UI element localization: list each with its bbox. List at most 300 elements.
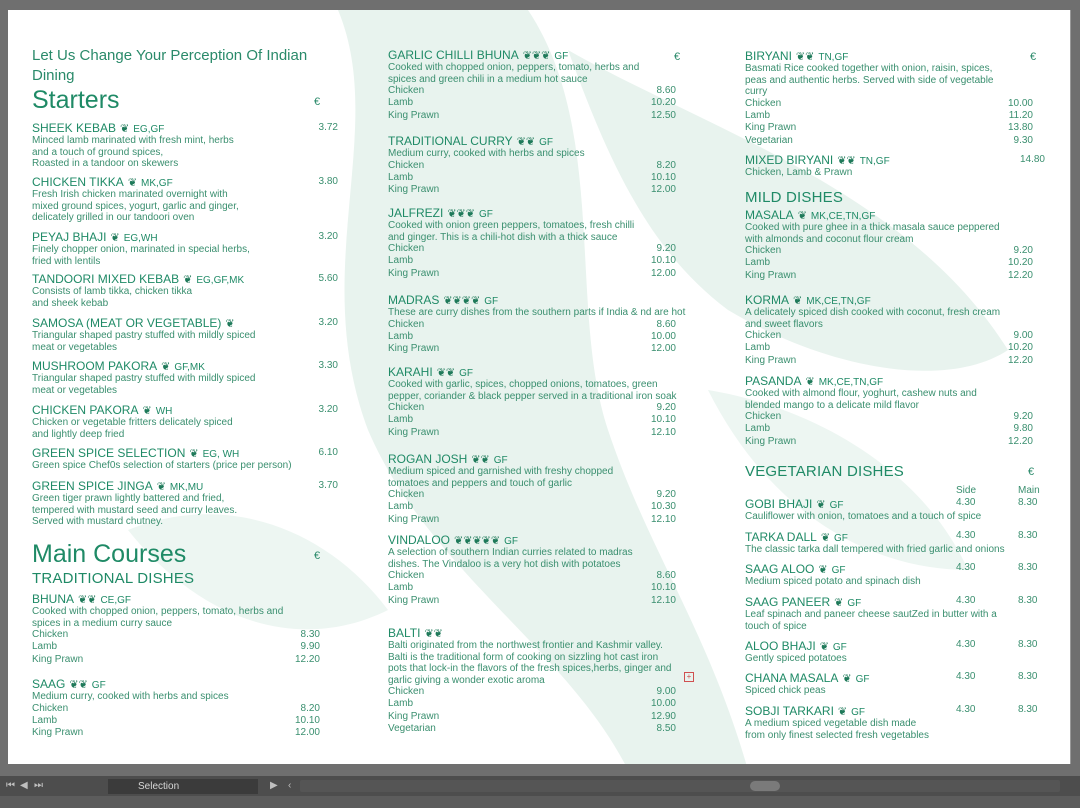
option-name: Lamb (388, 698, 414, 710)
leaf-icon: ❦ (189, 448, 199, 460)
item-name: CHANA MASALA (745, 671, 839, 685)
item-name-line (745, 595, 1045, 609)
option-name: King Prawn (32, 653, 84, 665)
item-description: Chicken or vegetable fritters delicately spiced and lightly deep fried (32, 417, 233, 440)
dietary-tags: TN,GF (859, 156, 890, 167)
item-name-line (388, 134, 694, 148)
side-price: 4.30 (956, 595, 976, 606)
option-name: King Prawn (745, 354, 797, 366)
item-name: BIRYANI (745, 49, 792, 63)
item-name-line (388, 48, 694, 62)
dietary-tags: GF (829, 500, 844, 511)
menu-item[interactable] (388, 533, 694, 607)
price-option-row (388, 319, 694, 331)
item-name-line (745, 49, 1045, 63)
option-name: Chicken (388, 159, 425, 171)
option-price: 10.10 (650, 255, 676, 267)
price-option-row (388, 723, 694, 735)
price-option-row (388, 85, 694, 97)
menu-item[interactable] (32, 316, 338, 353)
option-price: 9.20 (1013, 411, 1033, 422)
menu-page (8, 10, 1071, 764)
option-price: 9.00 (656, 686, 676, 697)
price-option-row (388, 414, 694, 426)
dietary-tags: CE,GF (100, 595, 132, 606)
menu-item[interactable] (745, 639, 1045, 665)
option-price: 12.10 (650, 594, 676, 606)
item-name-line (388, 626, 694, 640)
option-price: 12.00 (650, 267, 676, 279)
item-description: Cooked with garlic, spices, chopped onions, tomatoes, green pepper, coriander & black pepper served in a traditional iron soak (388, 379, 677, 402)
item-name: SHEEK KEBAB (32, 121, 117, 135)
leaf-icon: ❦ (161, 361, 171, 373)
option-name: Chicken (388, 85, 425, 96)
item-name: GREEN SPICE JINGA (32, 479, 153, 493)
item-name-line (388, 293, 694, 307)
price-option-row (745, 270, 1045, 282)
leaf-icon: ❦ (793, 295, 803, 307)
item-name: GREEN SPICE SELECTION (32, 446, 186, 460)
item-price: 3.72 (318, 122, 338, 133)
leaf-icon: ❦❦ (471, 454, 490, 466)
item-price: 14.80 (1019, 154, 1045, 165)
item-name-line (745, 497, 1045, 511)
item-name-line (32, 175, 338, 189)
dietary-tags: GF (91, 680, 106, 691)
mild-dishes-heading: MILD DISHES (745, 189, 844, 206)
option-price: 9.20 (656, 402, 676, 413)
option-name: King Prawn (388, 343, 440, 355)
price-option-row (745, 257, 1045, 269)
option-name: Lamb (32, 714, 58, 726)
price-option-row (388, 184, 694, 196)
menu-item[interactable] (32, 175, 338, 224)
dietary-tags: GF (847, 598, 862, 609)
scroll-left-icon[interactable]: ‹ (288, 780, 292, 791)
leaf-icon: ❦ (183, 274, 193, 286)
option-price: 9.20 (656, 489, 676, 500)
item-name: BHUNA (32, 592, 75, 606)
item-name: MASALA (745, 208, 794, 222)
side-column-header: Side (956, 485, 977, 496)
item-name-line (32, 359, 338, 373)
item-name: MIXED BIRYANI (745, 153, 834, 167)
menu-item[interactable] (745, 530, 1045, 556)
main-price: 8.30 (1018, 639, 1038, 650)
option-price: 12.90 (650, 710, 676, 722)
item-description: Medium curry, cooked with herbs and spices (32, 691, 229, 702)
item-name: VINDALOO (388, 533, 451, 547)
price-option-row (745, 330, 1045, 342)
option-price: 8.20 (300, 702, 320, 714)
item-name: KORMA (745, 293, 790, 307)
dietary-tags: MK,GF (141, 178, 173, 189)
leaf-icon: ❦❦ (837, 155, 856, 167)
option-name: Chicken (388, 686, 425, 697)
option-name: Chicken (745, 97, 782, 109)
item-price: 3.20 (318, 231, 338, 242)
leaf-icon: ❦ (797, 210, 807, 222)
item-name-line (745, 374, 1045, 388)
menu-item[interactable] (745, 374, 1045, 448)
option-price: 9.20 (1013, 245, 1033, 256)
option-price: 8.60 (656, 85, 676, 96)
option-name: Vegetarian (388, 723, 436, 735)
main-courses-heading: Main Courses (32, 540, 187, 568)
item-name: BALTI (388, 626, 421, 640)
menu-item[interactable] (32, 403, 338, 440)
main-price: 8.30 (1018, 497, 1038, 508)
dietary-tags: GF (831, 565, 846, 576)
main-price: 8.30 (1018, 595, 1038, 606)
previous-page-icon[interactable]: ◀ (20, 780, 28, 791)
item-description: A selection of southern Indian curries related to madras dishes. The Vindaloo is a very hot dish with potatoes (388, 547, 633, 570)
starters-heading: Starters (32, 86, 120, 114)
dietary-tags: MK,CE,TN,GF (810, 211, 876, 222)
option-name: King Prawn (388, 184, 440, 196)
price-option-row (388, 501, 694, 513)
menu-item[interactable] (32, 592, 338, 666)
item-price: 5.60 (318, 273, 338, 284)
price-option-row (388, 402, 694, 414)
item-description: Finely chopper onion, marinated in special herbs, fried with lentils (32, 244, 250, 267)
traditional-dishes-heading: TRADITIONAL DISHES (32, 570, 195, 587)
leaf-icon: ❦❦ (78, 594, 97, 606)
tool-selection-dropdown[interactable] (108, 779, 258, 794)
leaf-icon: ❦ (120, 123, 130, 135)
option-price: 12.20 (1007, 269, 1033, 281)
scrollbar-thumb[interactable] (750, 781, 780, 791)
price-option-row (388, 172, 694, 184)
dietary-tags: MK,MU (169, 482, 204, 493)
option-price: 9.80 (1013, 423, 1033, 435)
option-price: 8.30 (300, 629, 320, 640)
option-name: King Prawn (745, 122, 797, 134)
dietary-tags: GF (855, 674, 870, 685)
item-name-line (745, 704, 1045, 718)
item-description: Consists of lamb tikka, chicken tikka and sheek kebab (32, 286, 193, 309)
item-description: Medium curry, cooked with herbs and spices (388, 148, 585, 159)
price-option-row (32, 641, 338, 653)
option-price: 8.60 (656, 570, 676, 581)
item-name-line (32, 403, 338, 417)
item-name: ROGAN JOSH (388, 452, 468, 466)
side-price: 4.30 (956, 639, 976, 650)
price-option-row (388, 514, 694, 526)
item-description: Gently spiced potatoes (745, 653, 847, 664)
item-name-line (32, 121, 338, 135)
option-name: Lamb (388, 501, 414, 513)
price-option-row (32, 703, 338, 715)
leaf-icon: ❦❦ (436, 367, 456, 379)
option-name: Lamb (745, 342, 771, 354)
option-price: 11.20 (1008, 109, 1033, 121)
menu-item[interactable] (388, 48, 694, 122)
price-option-row (745, 122, 1045, 134)
option-name: King Prawn (388, 594, 440, 606)
option-price: 10.10 (650, 171, 676, 183)
price-option-row (32, 727, 338, 739)
menu-item[interactable] (32, 359, 338, 396)
leaf-icon: ❦❦❦❦❦ (454, 535, 501, 547)
price-option-row (388, 243, 694, 255)
option-price: 8.60 (656, 318, 676, 330)
price-option-row (388, 97, 694, 109)
menu-item[interactable] (745, 671, 1045, 697)
main-price: 8.30 (1018, 562, 1038, 573)
menu-item[interactable] (32, 121, 338, 170)
menu-item[interactable] (745, 293, 1045, 367)
price-option-row (388, 686, 694, 698)
item-description: Cooked with chopped onion, peppers, tomato, herbs and spices in a medium curry sauce (32, 606, 284, 629)
dietary-tags: GF (504, 536, 518, 547)
item-description: Cooked with chopped onion, peppers, tomato, herbs and spices and green chili in a medium hot sauce (388, 62, 640, 85)
tool-selection-label: Selection (138, 781, 180, 792)
leaf-icon: ❦❦ (516, 136, 536, 148)
price-option-row (388, 711, 694, 723)
main-price: 8.30 (1018, 530, 1038, 541)
option-name: King Prawn (745, 435, 797, 447)
dietary-tags: EG, WH (202, 449, 240, 460)
option-price: 9.00 (1013, 330, 1033, 341)
option-name: Lamb (388, 330, 414, 342)
item-name-line (32, 230, 338, 244)
menu-item[interactable] (745, 153, 1045, 179)
option-price: 10.20 (1007, 342, 1033, 354)
dietary-tags: GF (484, 296, 499, 307)
dietary-tags: GF (851, 707, 866, 718)
item-name-line (388, 452, 694, 466)
item-description: Triangular shaped pastry stuffed with mildly spiced meat or vegetables (32, 330, 256, 353)
menu-item[interactable] (745, 208, 1045, 282)
price-option-row (745, 411, 1045, 423)
menu-item[interactable] (32, 272, 338, 309)
item-name-line (745, 530, 1045, 544)
price-option-row (388, 582, 694, 594)
option-price: 12.20 (294, 653, 320, 665)
item-name: TARKA DALL (745, 530, 817, 544)
option-price: 12.10 (650, 513, 676, 525)
main-courses-currency-symbol: € (314, 550, 321, 562)
option-price: 12.50 (650, 109, 676, 121)
leaf-icon: ❦❦❦❦ (443, 295, 481, 307)
item-name: CHICKEN TIKKA (32, 175, 124, 189)
middle-currency-symbol: € (674, 51, 681, 63)
item-name-line (32, 677, 338, 691)
dietary-tags: GF (493, 455, 508, 466)
price-option-row (388, 698, 694, 710)
option-price: 10.20 (650, 97, 676, 109)
item-description: These are curry dishes from the southern parts if India & nd are hot (388, 307, 686, 318)
starters-currency-symbol: € (314, 96, 321, 108)
menu-item[interactable] (388, 134, 694, 197)
item-description: Balti originated from the northwest frontier and Kashmir valley. Balti is the traditional form of cooking on sizzling hot cast iron pots that lock-in the flavors of the fresh spices,herbs, ginger and garlic giving a wonder exotic aroma (388, 640, 672, 686)
option-name: Chicken (388, 402, 425, 413)
leaf-icon: ❦ (820, 532, 831, 544)
item-price: 3.80 (318, 176, 338, 187)
first-page-icon[interactable]: ⏮ (6, 780, 15, 791)
item-price: 3.70 (318, 480, 338, 491)
option-name: Lamb (388, 582, 414, 594)
option-name: Chicken (388, 489, 425, 500)
leaf-icon: ❦❦❦ (447, 208, 475, 220)
item-description: Chicken, Lamb & Prawn (745, 167, 853, 178)
menu-item[interactable] (745, 595, 1045, 632)
menu-tagline: Let Us Change Your Perception Of Indian Dining (32, 47, 308, 84)
option-name: Lamb (388, 255, 414, 267)
option-name: Lamb (388, 171, 414, 183)
dietary-tags: EG,WH (123, 233, 158, 244)
item-price: 3.30 (318, 360, 338, 371)
item-description: The classic tarka dall tempered with fried garlic and onions (745, 544, 1005, 555)
dietary-tags: TN,GF (818, 52, 849, 63)
option-price: 10.10 (650, 582, 676, 594)
option-price: 12.20 (1007, 435, 1033, 447)
price-option-row (388, 595, 694, 607)
dietary-tags: EG,GF (133, 124, 165, 135)
leaf-icon: ❦ (127, 177, 138, 189)
option-price: 10.00 (650, 330, 676, 342)
option-price: 10.00 (650, 698, 676, 710)
menu-item[interactable] (32, 479, 338, 528)
item-name-line (745, 671, 1045, 685)
dietary-tags: WH (155, 406, 173, 417)
item-description: Green tiger prawn lightly battered and fried, tempered with mustard seed and curry leaves. Served with mustard chutney. (32, 493, 238, 527)
menu-item[interactable] (32, 446, 338, 472)
price-option-row (745, 342, 1045, 354)
item-name-line (32, 272, 338, 286)
item-name: PEYAJ BHAJI (32, 230, 107, 244)
item-description: Medium spiced potato and spinach dish (745, 576, 921, 587)
menu-item[interactable] (745, 562, 1045, 588)
item-name-line (32, 592, 338, 606)
menu-item[interactable] (32, 677, 338, 740)
price-option-row (745, 436, 1045, 448)
menu-item[interactable] (745, 704, 1045, 741)
option-price: 9.20 (656, 243, 676, 254)
dietary-tags: GF (539, 137, 554, 148)
dietary-tags: EG,GF,MK (196, 275, 245, 286)
side-price: 4.30 (956, 562, 976, 573)
item-description: Basmati Rice cooked together with onion, raisin, spices, peas and authentic herbs. Served with side of vegetable curry (745, 63, 994, 97)
price-option-row (388, 427, 694, 439)
side-price: 4.30 (956, 530, 976, 541)
menu-item[interactable] (388, 452, 694, 526)
leaf-icon: ❦ (834, 597, 844, 609)
main-price: 8.30 (1018, 704, 1038, 715)
main-column-header: Main (1018, 485, 1040, 496)
option-price: 9.30 (1013, 134, 1033, 146)
item-name: CHICKEN PAKORA (32, 403, 139, 417)
main-price: 8.30 (1018, 671, 1038, 682)
option-name: Lamb (745, 257, 771, 269)
option-price: 13.80 (1007, 122, 1033, 134)
option-name: King Prawn (388, 267, 440, 279)
leaf-icon: ❦ (842, 673, 852, 685)
last-page-icon[interactable]: ⏭ (34, 780, 43, 791)
item-name: SAMOSA (MEAT OR VEGETABLE) (32, 316, 222, 330)
leaf-icon: ❦ (818, 564, 828, 576)
option-name: Chicken (388, 318, 425, 330)
leaf-icon: ❦❦ (424, 628, 443, 640)
leaf-icon: ❦ (819, 641, 829, 653)
item-price: 3.20 (318, 317, 338, 328)
item-description: Minced lamb marinated with fresh mint, herbs and a touch of ground spices, Roasted in a tandoor on skewers (32, 135, 234, 169)
menu-item[interactable] (32, 230, 338, 267)
item-name-line (745, 293, 1045, 307)
option-name: Vegetarian (745, 134, 793, 146)
dietary-tags: GF (554, 51, 569, 62)
side-price: 4.30 (956, 671, 976, 682)
leaf-icon: ❦❦❦ (522, 50, 551, 62)
menu-item[interactable] (388, 365, 694, 439)
item-name: TRADITIONAL CURRY (388, 134, 513, 148)
text-overflow-marker-icon[interactable]: + (684, 672, 694, 682)
horizontal-scrollbar[interactable] (300, 780, 1060, 792)
menu-item[interactable] (745, 49, 1045, 147)
menu-item[interactable] (388, 293, 694, 356)
item-name-line (388, 206, 694, 220)
side-price: 4.30 (956, 704, 976, 715)
price-option-row (745, 423, 1045, 435)
item-description: Medium spiced and garnished with freshy chopped tomatoes and peppers and touch of garlic (388, 466, 614, 489)
status-bar-strip (0, 776, 1080, 796)
dietary-tags: GF (834, 533, 848, 544)
option-price: 12.00 (294, 727, 320, 739)
option-price: 12.00 (650, 343, 676, 355)
option-name: Lamb (745, 423, 771, 435)
option-price: 12.20 (1007, 354, 1033, 366)
price-option-row (32, 654, 338, 666)
item-price: 6.10 (318, 447, 338, 458)
menu-item[interactable] (388, 206, 694, 280)
item-description: Fresh Irish chicken marinated overnight with mixed ground spices, yogurt, garlic and ginger, delicately grilled in our tandoori oven (32, 189, 239, 223)
option-price: 12.00 (650, 184, 676, 196)
item-name: TANDOORI MIXED KEBAB (32, 272, 180, 286)
item-description: Cooked with pure ghee in a thick masala sauce peppered with almonds and coconut flour cream (745, 222, 1000, 245)
option-price: 10.00 (1007, 97, 1033, 109)
option-name: Lamb (388, 97, 414, 109)
option-name: Chicken (388, 243, 425, 254)
option-name: Chicken (745, 245, 782, 256)
option-price: 10.10 (650, 414, 676, 426)
item-description: Spiced chick peas (745, 685, 826, 696)
item-description: Cauliflower with onion, tomatoes and a touch of spice (745, 511, 982, 522)
option-price: 10.10 (294, 714, 320, 726)
vegetarian-dishes-heading: VEGETARIAN DISHES (745, 463, 904, 480)
item-name: MADRAS (388, 293, 440, 307)
option-name: Chicken (32, 702, 69, 714)
item-name: ALOO BHAJI (745, 639, 816, 653)
item-name-line (32, 479, 338, 493)
item-name-line (745, 562, 1045, 576)
item-name: SOBJI TARKARI (745, 704, 834, 718)
menu-item[interactable] (745, 497, 1045, 523)
item-price: 3.20 (318, 404, 338, 415)
menu-item[interactable] (388, 626, 694, 736)
dietary-tags: GF (459, 368, 474, 379)
price-option-row (745, 135, 1045, 147)
option-name: Chicken (745, 330, 782, 341)
option-name: Lamb (32, 641, 58, 653)
leaf-icon: ❦❦ (795, 51, 815, 63)
option-price: 8.50 (656, 723, 676, 735)
option-name: King Prawn (388, 710, 440, 722)
option-name: Lamb (388, 414, 414, 426)
item-name-line (32, 446, 338, 460)
price-option-row (388, 570, 694, 582)
status-menu-arrow-icon[interactable]: ▶ (270, 780, 278, 791)
